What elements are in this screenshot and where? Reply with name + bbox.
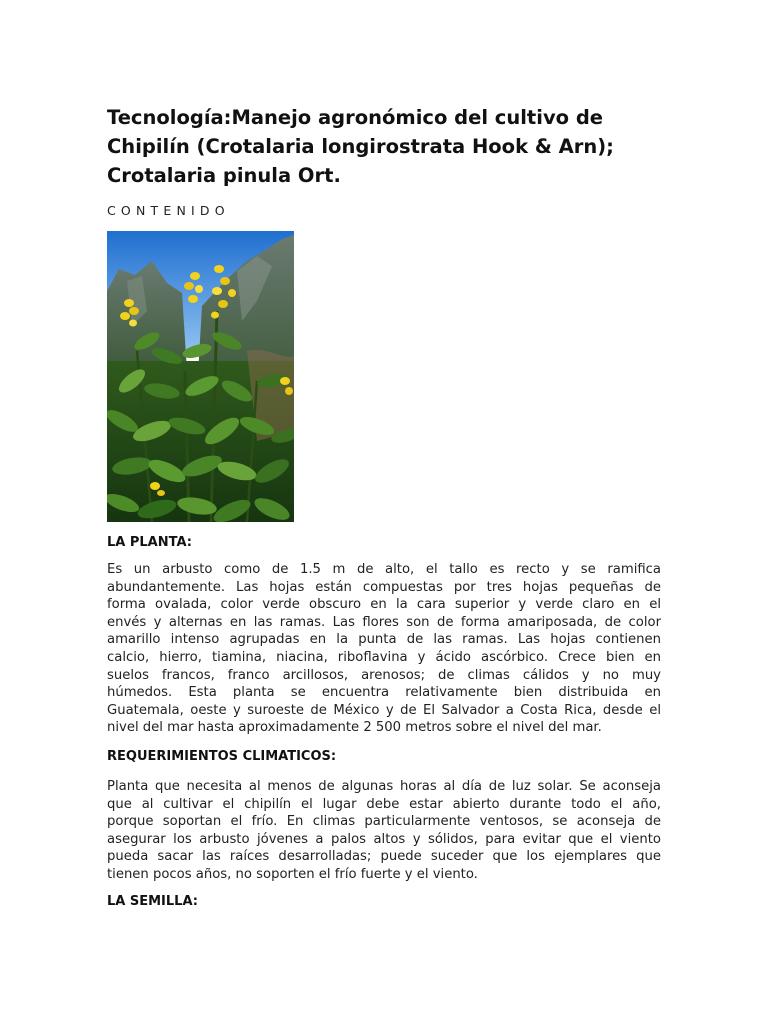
document-title [107, 103, 661, 190]
paragraph-line: forma ovalada, color verde obscuro en la cara superior y verde claro en el [107, 597, 661, 613]
paragraph-line: que al cultivar el chipilín el lugar debe estar abierto durante todo el año, [107, 796, 661, 812]
paragraph-line: abundantemente. Las hojas están compuestas por tres hojas pequeñas de [107, 579, 661, 595]
paragraph-line: nivel del mar hasta aproximadamente 2 500 metros sobre el nivel del mar. [107, 720, 602, 736]
paragraph-line: pueda sacar las raíces desarrolladas; puede suceder que los ejemplares que [107, 849, 661, 865]
section-heading-requerimientos: REQUERIMIENTOS CLIMATICOS: [107, 749, 337, 764]
title-line: Tecnología:Manejo agronómico del cultivo de [107, 106, 604, 129]
paragraph-line: suelos francos, franco arcillosos, arenosos; de climas cálidos y no muy [107, 667, 661, 683]
paragraph-line: calcio, hierro, tiamina, niacina, riboflavina y ácido ascórbico. Crece bien en [107, 649, 661, 665]
paragraph-line: amarillo intenso agrupadas en la punta de las ramas. Las hojas contienen [107, 632, 661, 648]
paragraph-line: Guatemala, oeste y suroeste de México y de El Salvador a Costa Rica, desde el [107, 702, 661, 718]
paragraph-line: asegurar los arbusto jóvenes a palos altos y sólidos, para evitar que el viento [107, 831, 661, 847]
contents-label: CONTENIDO [107, 203, 230, 218]
paragraph-requerimientos [107, 778, 661, 884]
paragraph-line: porque soportan el frío. En climas particularmente ventosos, se aconseja de [107, 814, 661, 830]
paragraph-line: Planta que necesita al menos de algunas horas al día de luz solar. Se aconseja [107, 779, 661, 794]
title-line: Crotalaria pinula Ort. [107, 164, 341, 187]
title-line: Chipilín (Crotalaria longirostrata Hook & Arn); [107, 135, 614, 158]
paragraph-line: húmedos. Esta planta se encuentra relativamente bien distribuida en [107, 685, 661, 701]
paragraph-line: tienen pocos años, no soporten el frío fuerte y el viento. [107, 866, 478, 882]
plant-photo [107, 231, 294, 522]
paragraph-line: Es un arbusto como de 1.5 m de alto, el tallo es recto y se ramifica [107, 562, 661, 577]
section-heading-la-planta: LA PLANTA: [107, 535, 192, 550]
paragraph-la-planta [107, 561, 661, 737]
paragraph-line: envés y alternas en las ramas. Las flores son de forma amariposada, de color [107, 614, 661, 630]
section-heading-la-semilla: LA SEMILLA: [107, 894, 198, 909]
